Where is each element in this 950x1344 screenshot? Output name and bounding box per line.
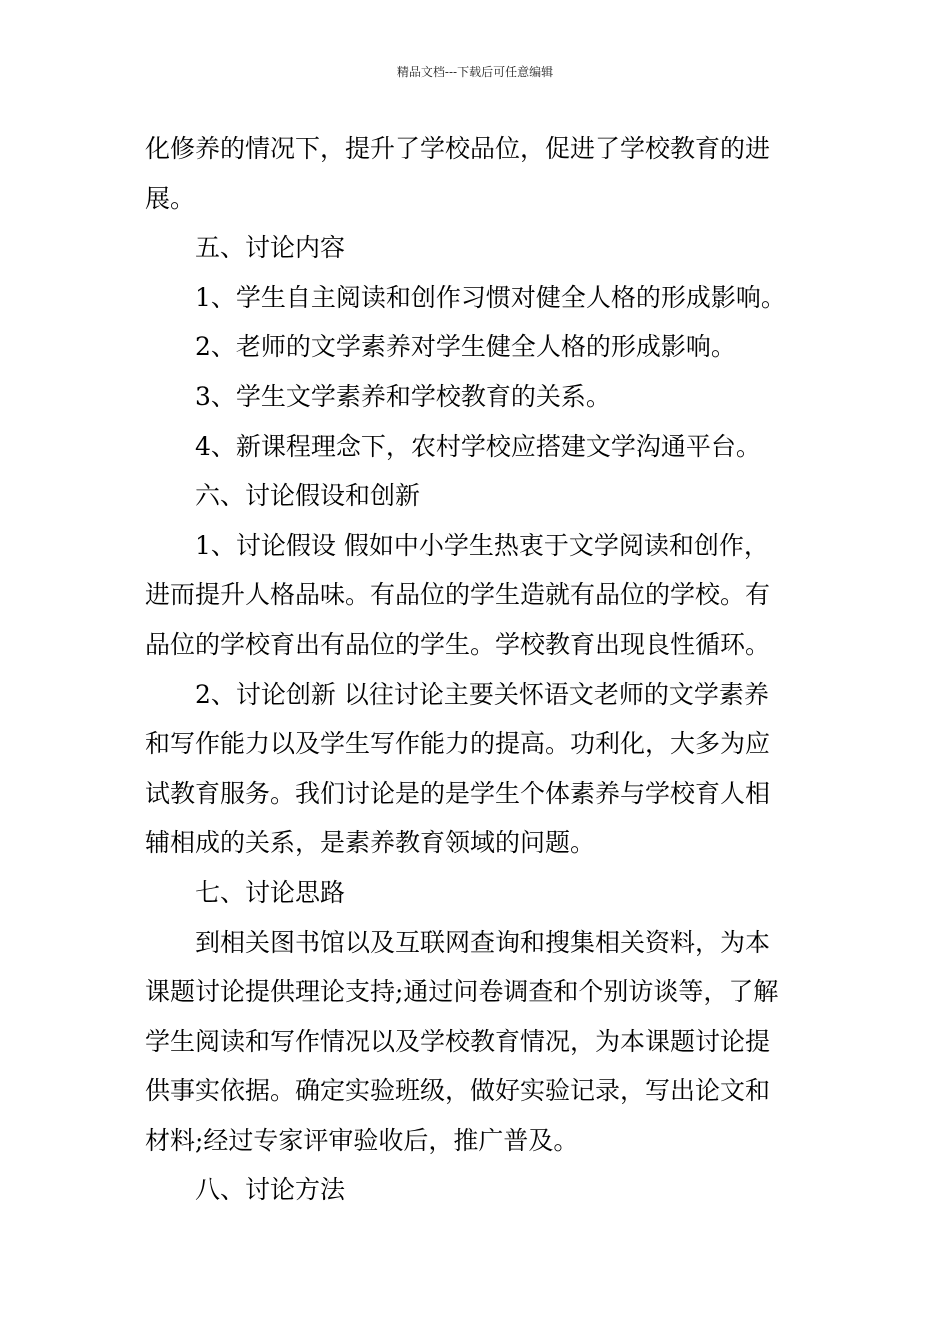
text-line: 辅相成的关系，是素养教育领域的问题。 — [145, 828, 596, 858]
text-line: 2、讨论创新 以往讨论主要关怀语文老师的文学素养 — [195, 679, 769, 709]
section-heading: 六、讨论假设和创新 — [195, 481, 421, 511]
section-heading: 五、讨论内容 — [195, 233, 346, 263]
text-line: 材料;经过专家评审验收后，推广普及。 — [145, 1125, 579, 1155]
text-line: 和写作能力以及学生写作能力的提高。功利化，大多为应 — [145, 729, 771, 759]
section-heading: 七、讨论思路 — [195, 877, 346, 907]
section-heading: 八、讨论方法 — [195, 1175, 346, 1205]
text-line: 展。 — [145, 183, 196, 213]
document-body — [145, 124, 810, 1215]
text-line: 化修养的情况下，提升了学校品位，促进了学校教育的进 — [145, 134, 771, 163]
text-line: 到相关图书馆以及互联网查询和搜集相关资料，为本 — [195, 927, 771, 957]
text-line: 1、讨论假设 假如中小学生热衷于文学阅读和创作， — [195, 530, 769, 560]
text-line: 供事实依据。确定实验班级，做好实验记录，写出论文和 — [145, 1076, 771, 1106]
page-header: 精品文档---下载后可任意编辑 — [396, 65, 554, 79]
list-item: 4、新课程理念下，农村学校应搭建文学沟通平台。 — [195, 431, 761, 461]
text-line: 课题讨论提供理论支持;通过问卷调查和个别访谈等，了解 — [145, 977, 779, 1007]
text-line: 品位的学校育出有品位的学生。学校教育出现良性循环。 — [145, 629, 771, 659]
text-line: 试教育服务。我们讨论是的是学生个体素养与学校育人相 — [145, 778, 771, 808]
text-line: 进而提升人格品味。有品位的学生造就有品位的学校。有 — [145, 580, 771, 610]
list-item: 2、老师的文学素养对学生健全人格的形成影响。 — [195, 332, 736, 362]
list-item: 1、学生自主阅读和创作习惯对健全人格的形成影响。 — [195, 282, 786, 312]
list-item: 3、学生文学素养和学校教育的关系。 — [195, 381, 611, 411]
text-line: 学生阅读和写作情况以及学校教育情况，为本课题讨论提 — [145, 1026, 771, 1056]
